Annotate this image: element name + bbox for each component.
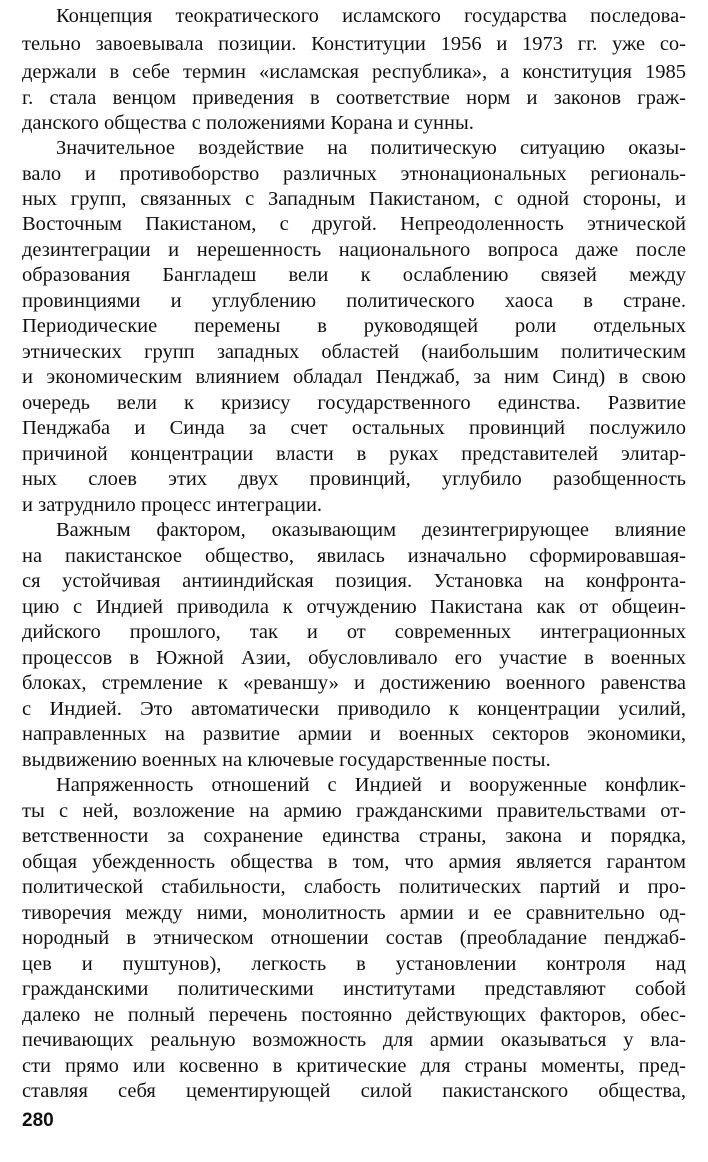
text-line: гражданскими политическими институтами представляют собой (22, 978, 686, 1000)
text-line: цию с Индией приводила к отчуждению Пакистана как от общеин- (22, 596, 686, 618)
text-line: направленных на развитие армии и военных секторов экономики, (22, 723, 686, 745)
text-line: блоках, стремление к «реваншу» и достижению военного равенства (22, 672, 686, 694)
text-line: политической стабильности, слабость политических партий и про- (22, 876, 686, 898)
text-line: Важным фактором, оказывающим дезинтегрирующее влияние (56, 519, 686, 541)
text-line: Восточным Пакистаном, с другой. Непреодоленность этнической (22, 213, 686, 235)
text-line: выдвижению военных на ключевые государственные посты. (22, 749, 551, 771)
text-line: Пенджаба и Синда за счет остальных провинций послужило (22, 417, 686, 439)
text-line: с Индией. Это автоматически приводило к концентрации усилий, (22, 698, 686, 720)
text-line: процессов в Южной Азии, обусловливало его участие в военных (22, 647, 686, 669)
page-number: 280 (22, 1110, 54, 1131)
book-page (22, 0, 686, 1162)
text-line: образования Бангладеш вели к ослаблению связей между (22, 264, 686, 286)
text-line: ты с ней, возложение на армию гражданскими правительствами от- (22, 800, 686, 822)
text-line: ных групп, связанных с Западным Пакистаном, с одной стороны, и (22, 188, 686, 210)
text-line: ставляя себя цементирующей силой пакистанского общества, (22, 1080, 686, 1102)
text-line: Напряженность отношений с Индией и вооруженные конфлик- (56, 774, 686, 796)
text-line: и экономическим влиянием обладал Пенджаб, за ним Синд) в свою (22, 366, 686, 388)
text-line: причиной концентрации власти в руках представителей элитар- (22, 443, 686, 465)
text-line: Концепция теократического исламского государства последова- (56, 5, 686, 27)
text-line: очередь вели к кризису государственного единства. Развитие (22, 392, 686, 414)
text-line: данского общества с положениями Корана и сунны. (22, 112, 474, 134)
text-line: Значительное воздействие на политическую ситуацию оказы- (56, 137, 686, 159)
text-line: Периодические перемены в руководящей роли отдельных (22, 315, 686, 337)
text-line: этнических групп западных областей (наибольшим политическим (22, 341, 686, 363)
text-line: дийского прошлого, так и от современных интеграционных (22, 621, 686, 643)
text-line: сти прямо или косвенно в критические для страны моменты, пред- (22, 1055, 686, 1077)
text-line: тельно завоевывала позиции. Конституции 1956 и 1973 гг. уже со- (22, 33, 686, 55)
text-line: дезинтеграции и нерешенность национального вопроса даже после (22, 239, 686, 261)
text-line: тиворечия между ними, монолитность армии и ее сравнительно од- (22, 902, 686, 924)
text-line: держали в себе термин «исламская республика», а конституция 1985 (22, 61, 686, 83)
text-line: цев и пуштунов), легкость в установлении контроля над (22, 953, 686, 975)
text-line: печивающих реальную возможность для армии оказываться у вла- (22, 1029, 686, 1051)
text-line: вало и противоборство различных этнонациональных региональ- (22, 163, 686, 185)
text-line: провинциями и углублению политического хаоса в стране. (22, 290, 686, 312)
text-line: на пакистанское общество, явилась изначально сформировавшая- (22, 545, 686, 567)
text-line: общая убежденность общества в том, что армия является гарантом (22, 851, 686, 873)
text-line: ся устойчивая антииндийская позиция. Установка на конфронта- (22, 570, 686, 592)
text-line: нородный в этническом отношении состав (преобладание пенджаб- (22, 927, 686, 949)
text-line: и затруднило процесс интеграции. (22, 494, 323, 516)
text-line: ветственности за сохранение единства страны, закона и порядка, (22, 825, 686, 847)
text-line: ных слоев этих двух провинций, углубило разобщенность (22, 468, 686, 490)
text-line: г. стала венцом приведения в соответствие норм и законов граж- (22, 87, 686, 109)
text-line: далеко не полный перечень постоянно действующих факторов, обес- (22, 1004, 686, 1026)
